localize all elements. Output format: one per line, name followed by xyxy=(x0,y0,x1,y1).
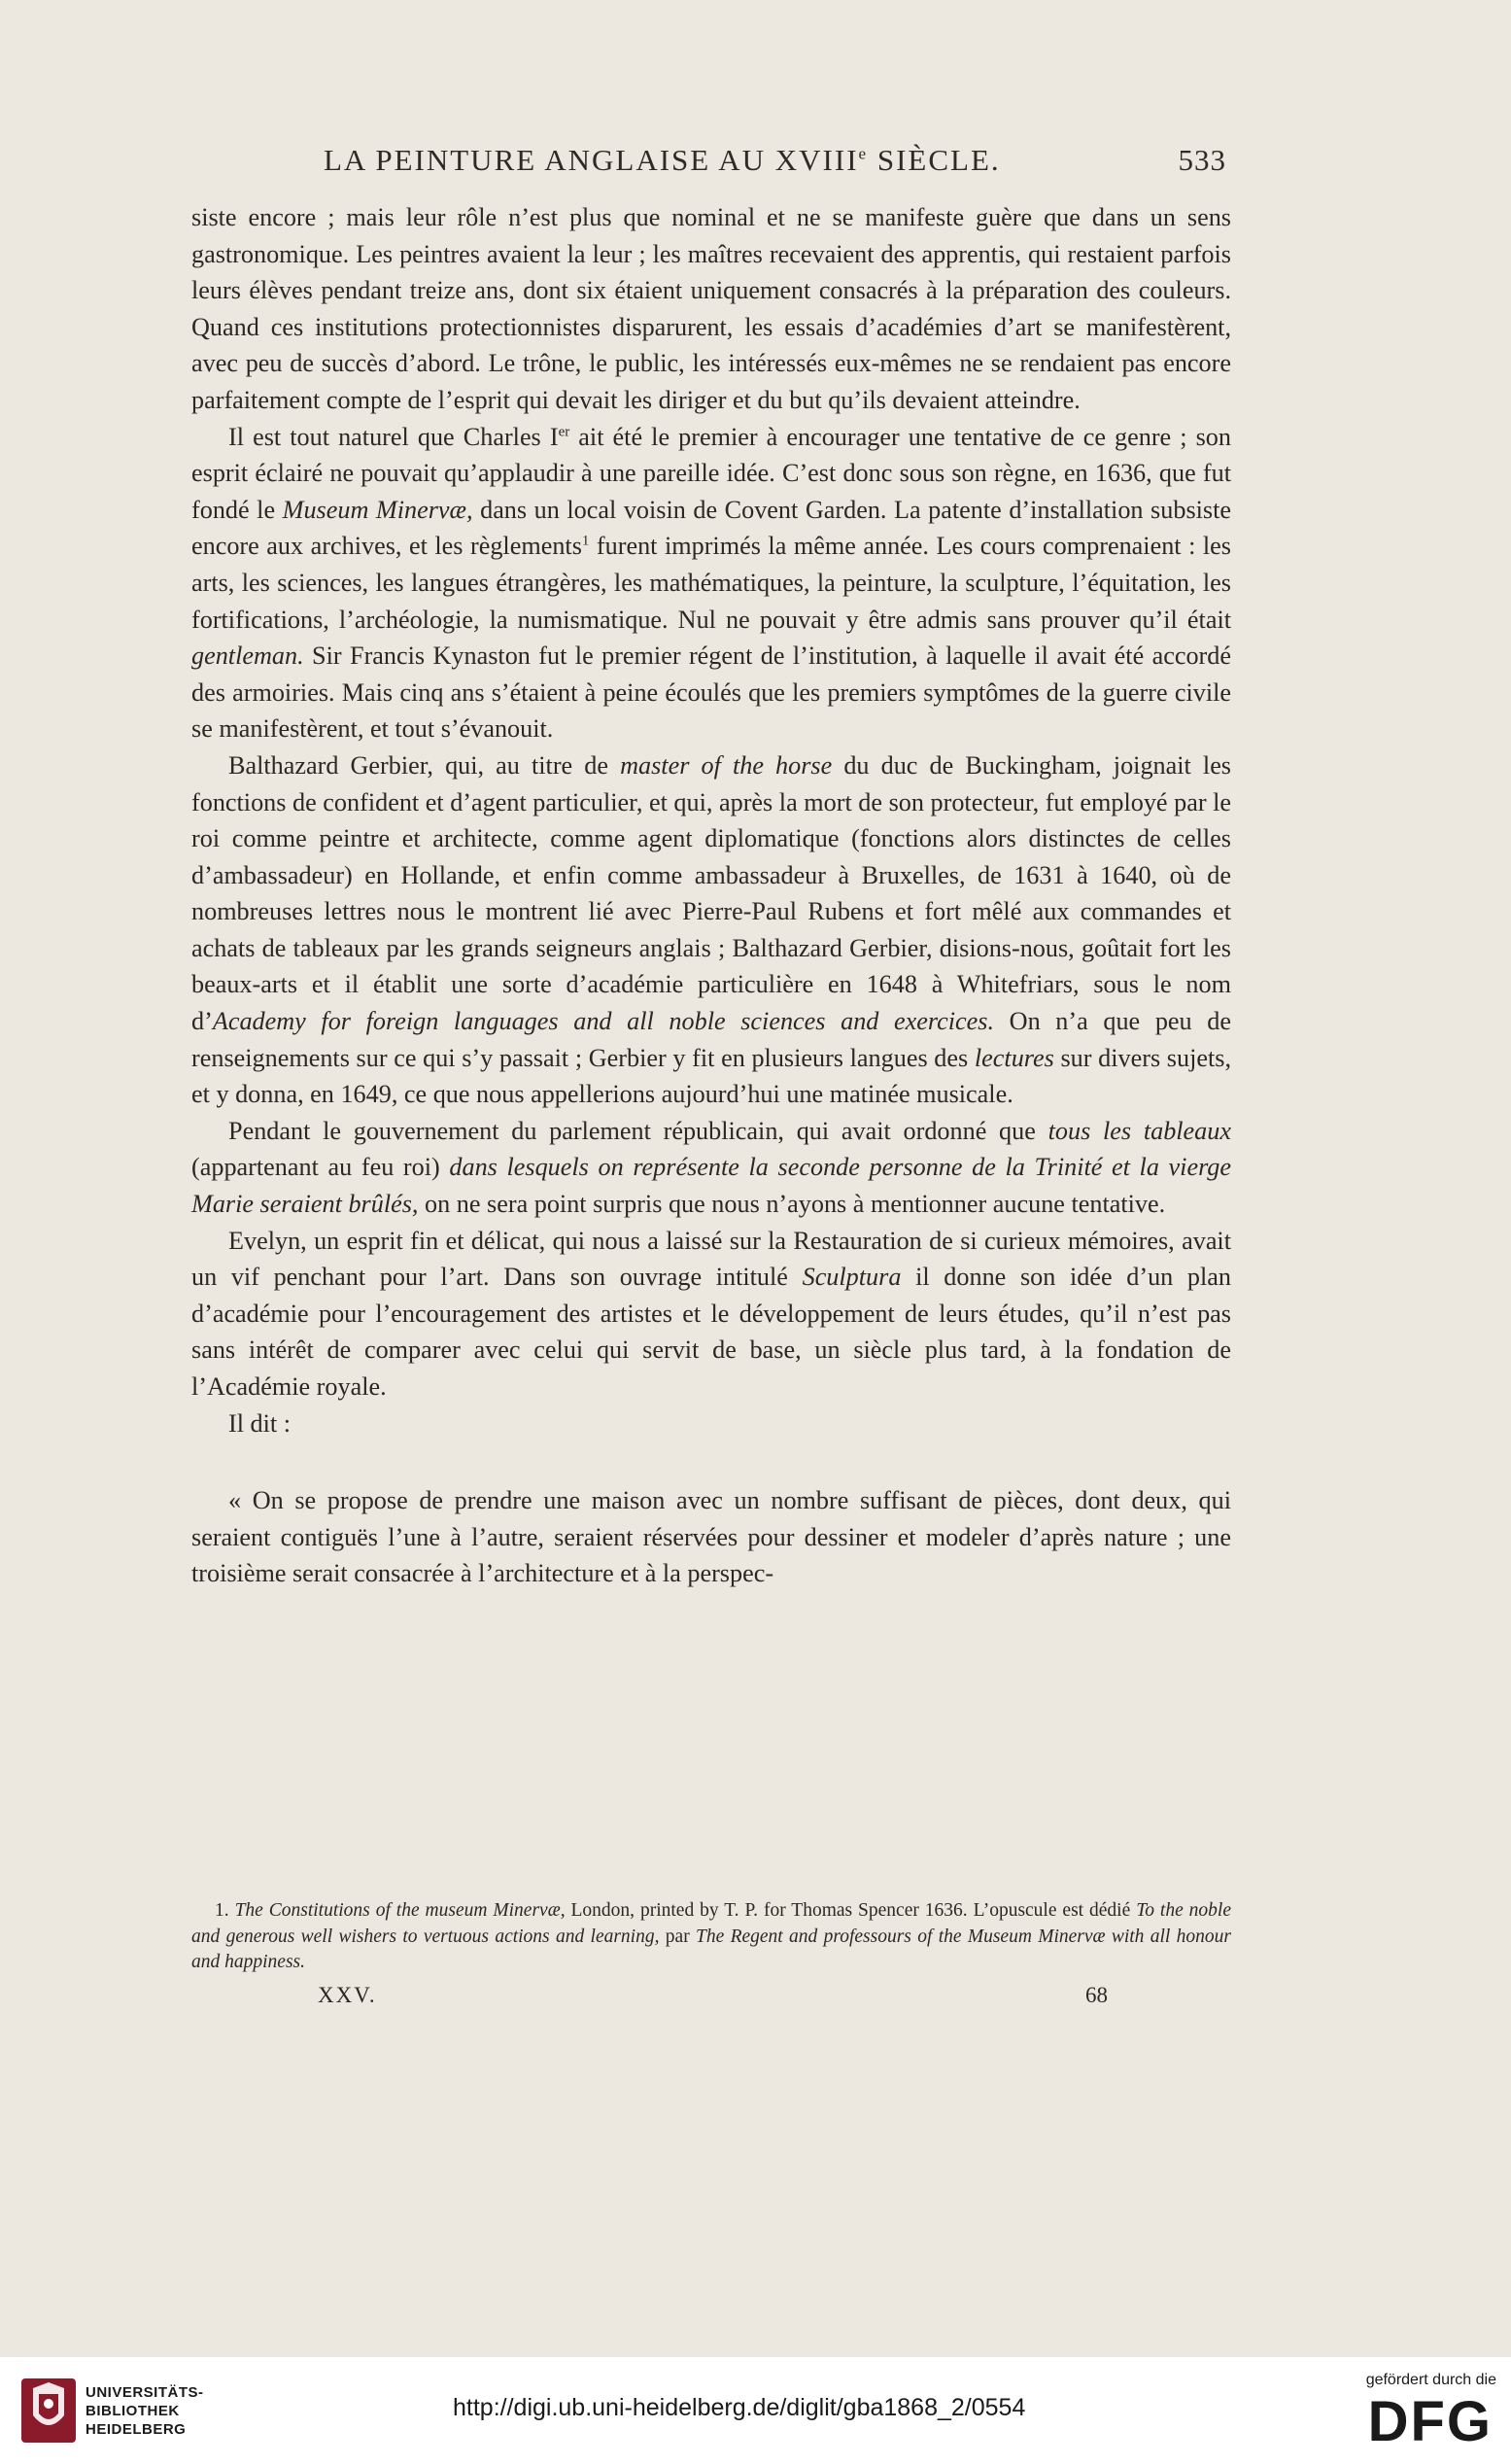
library-emblem-icon xyxy=(19,2377,78,2445)
footnote-text-c: par xyxy=(659,1926,697,1947)
p2-italic-gentleman: gentleman. xyxy=(191,642,304,671)
p4-text-a: Pendant le gouvernement du parlement républicain, qui avait ordonné que xyxy=(228,1116,1048,1145)
running-title-sup: e xyxy=(858,144,869,163)
page-number: 533 xyxy=(1178,143,1226,177)
library-line-3: HEIDELBERG xyxy=(86,2421,187,2438)
p4-text-b: (appartenant au feu roi) xyxy=(191,1153,450,1182)
p3-italic-academy: Academy for foreign languages and all noble sciences and exercices. xyxy=(212,1007,995,1036)
footnote-italic-c: The Regent and professours of the Museum Minervæ with all honour and happiness. xyxy=(191,1926,1231,1972)
p3-italic-master: master of the horse xyxy=(620,750,833,780)
footnote-1 xyxy=(191,1898,1231,1976)
folio-number: 68 xyxy=(1085,1983,1108,2007)
dfg-logo-icon: DFG xyxy=(1367,2390,1493,2453)
p3-text-d: sur divers sujets, et y donna, en 1649, ce que nous appellerions aujourd’hui une matinée musicale. xyxy=(191,1043,1232,1109)
p5-text-b: il donne son idée d’un plan d’académie pour l’encouragement des artistes et le développement de leurs études, qu’il n’est pas sans intérêt de comparer avec celui qui servit de base, un siècle plus tard, à la fondation de l’Académie royale. xyxy=(191,1263,1231,1401)
running-title-end: SIÈCLE. xyxy=(868,143,1001,177)
p5-text-a: Evelyn, un esprit fin et délicat, qui nous a laissé sur la Restauration de si curieux mémoires, avait un vif penchant pour l’art. Dans son ouvrage intitulé xyxy=(191,1226,1231,1292)
p5-italic-sculptura: Sculptura xyxy=(802,1263,902,1292)
paragraph-2 xyxy=(191,419,1231,747)
p3-text-b: du duc de Buckingham, joignait les fonctions de confident et d’agent particulier, et qui, après la mort de son protecteur, fut employé par le roi comme peintre et architecte, comme agent diplomatique (fonctions alors distinctes de celles d’ambassadeur) en Hollande, et enfin comme ambassadeur à Bruxelles, de 1631 à 1640, où de nombreuses lettres nous le montrent lié avec Pierre-Paul Rubens et fort mêlé aux commandes et achats de tableaux par les grands seigneurs anglais ; Balthazard Gerbier, disions-nous, goûtait fort les beaux-arts et il établit une sorte d’académie particulière en 1648 à Whitefriars, sous le nom d’ xyxy=(191,750,1232,1036)
running-header xyxy=(192,141,1226,190)
footnote xyxy=(191,1898,1231,1976)
p4-italic-trinite: dans lesquels on représente la seconde personne de la Trinité et la vierge Marie seraient brûlés, xyxy=(191,1153,1232,1219)
library-line-1: UNIVERSITÄTS- xyxy=(86,2384,204,2401)
p3-italic-lectures: lectures xyxy=(974,1043,1054,1072)
p2-text-a: Il est tout naturel que Charles I xyxy=(228,422,559,451)
paragraph-3 xyxy=(191,747,1231,1113)
footnote-italic-b: To the noble and generous well wishers to vertuous actions and learning, xyxy=(191,1900,1231,1947)
p3-text-c: On n’a que peu de renseignements sur ce qui s’y passait ; Gerbier y fit en plusieurs langues des xyxy=(191,1007,1231,1072)
paragraph-5 xyxy=(191,1223,1231,1406)
funder-caption: gefördert durch die xyxy=(1365,2372,1496,2388)
p2-text-b: ait été le premier à encourager une tentative de ce genre ; son esprit éclairé ne pouvait qu’applaudir à une pareille idée. C’est donc sous son règne, en 1636, que fut fondé le xyxy=(191,422,1231,524)
p4-italic-tableaux: tous les tableaux xyxy=(1047,1116,1231,1145)
footnote-ref-1: 1 xyxy=(581,533,590,549)
p2-italic-museum: Museum Minervæ, xyxy=(282,495,473,524)
p2-text-c: dans un local voisin de Covent Garden. La patente d’installation subsiste encore aux archives, et les règlements xyxy=(191,495,1231,561)
footnote-text-b: London, printed by T. P. for Thomas Spencer 1636. L’opuscule est dédié xyxy=(565,1900,1137,1921)
paragraph-6: Il dit : xyxy=(228,1408,292,1438)
permalink-url[interactable]: http://digi.ub.uni-heidelberg.de/diglit/gba1868_2/0554 xyxy=(453,2394,1026,2421)
library-logo[interactable] xyxy=(19,2377,214,2445)
library-line-2: BIBLIOTHEK xyxy=(86,2403,180,2419)
paragraph-4 xyxy=(191,1113,1231,1223)
funder-logo[interactable] xyxy=(1331,2372,1496,2459)
p4-text-c: on ne sera point surpris que nous n’ayons à mentionner aucune tentative. xyxy=(418,1190,1166,1219)
running-title-text: LA PEINTURE ANGLAISE AU XVIII xyxy=(324,143,859,177)
p2-text-e: Sir Francis Kynaston fut le premier régent de l’institution, à laquelle il avait été accordé des armoiries. Mais cinq ans s’étaient à peine écoulés que les premiers symptômes de la guerre civile se manifestèrent, et tout s’évanouit. xyxy=(191,642,1231,744)
p2-sup-er: er xyxy=(558,423,570,439)
library-name xyxy=(86,2383,204,2439)
quotation: « On se propose de prendre une maison avec un nombre suffisant de pièces, dont deux, qui seraient contiguës l’une à l’autre, seraient réservées pour dessiner et modeler d’après nature ; une troisième serait consacrée à l’architecture et à la perspec- xyxy=(191,1486,1231,1588)
p2-text-d: furent imprimés la même année. Les cours comprenaient : les arts, les sciences, les langues étrangères, les mathématiques, la peinture, la sculpture, l’équitation, les fortifications, l’archéologie, la numismatique. Nul ne pouvait y être admis sans prouver qu’il était xyxy=(191,532,1231,634)
footnote-italic-a: The Constitutions of the museum Minervæ, xyxy=(234,1900,566,1921)
footnote-number: 1. xyxy=(215,1900,229,1921)
running-title xyxy=(324,143,1001,178)
signature-mark: XXV. xyxy=(318,1983,377,2007)
body-text xyxy=(191,199,1231,1592)
p3-text-a: Balthazard Gerbier, qui, au titre de xyxy=(228,750,621,780)
paragraph-1: siste encore ; mais leur rôle n’est plus que nominal et ne se manifeste guère que dans un sens gastronomique. Les peintres avaient la leur ; les maîtres recevaient des apprentis, qui restaient parfois leurs élèves pendant treize ans, dont six étaient uniquement consacrés à la préparation des couleurs. Quand ces institutions protectionnistes disparurent, les essais d’académies d’art se manifestèrent, avec peu de succès d’abord. Le trône, le public, les intéressés eux-mêmes ne se rendaient pas encore parfaitement compte de l’esprit qui devait les diriger et du but qu’ils devaient atteindre. xyxy=(191,203,1231,414)
